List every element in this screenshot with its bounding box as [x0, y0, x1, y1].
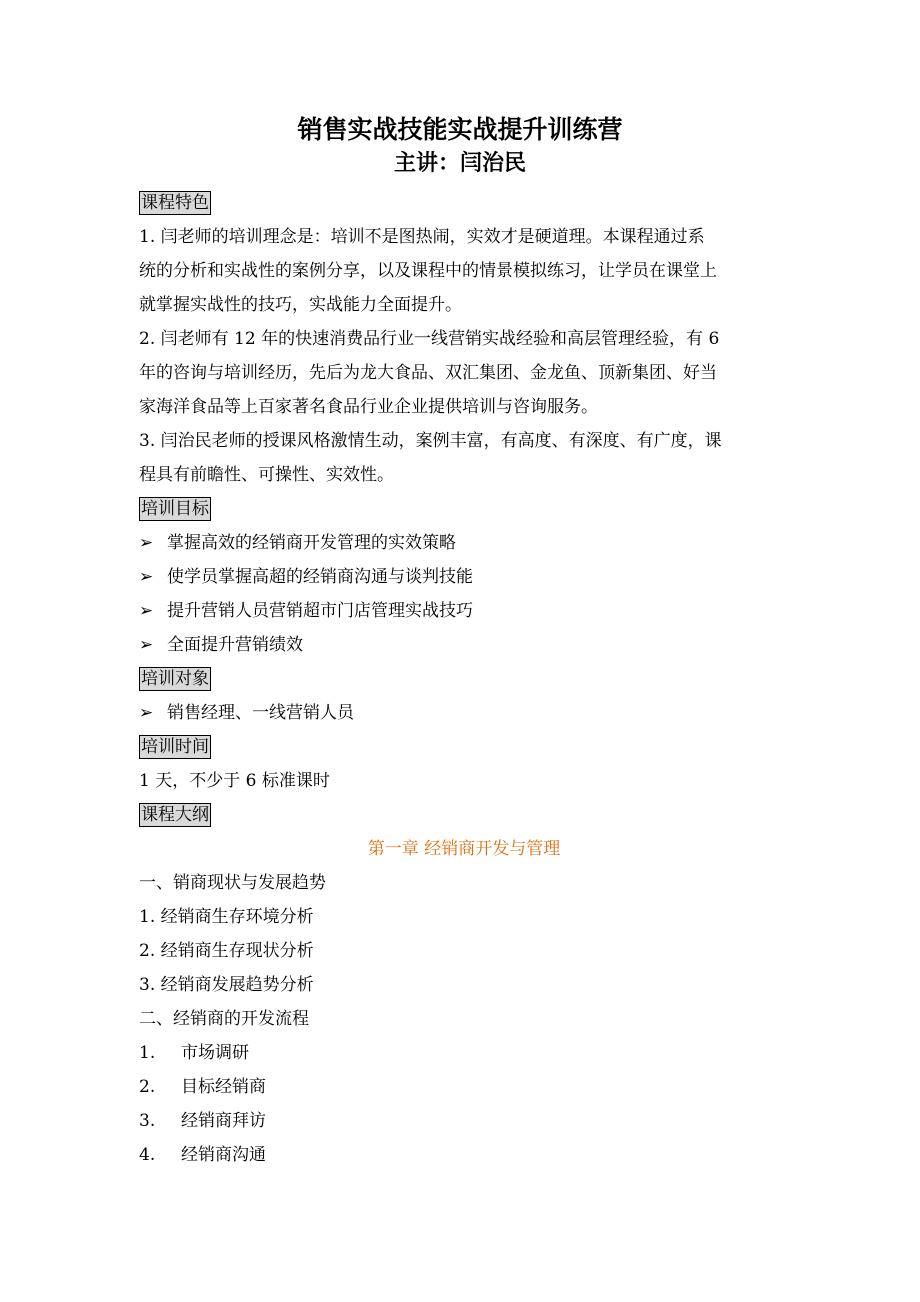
arrow-bullet-icon: ➢ [139, 533, 154, 553]
chapter-title: 第一章 经销商开发与管理 [367, 839, 561, 859]
arrow-bullet-icon: ➢ [139, 703, 154, 723]
item-text: 经销商沟通 [181, 1145, 266, 1165]
arrow-bullet-icon: ➢ [139, 635, 154, 655]
list-item [139, 628, 789, 662]
outline-item [139, 1070, 789, 1104]
goal-text: 使学员掌握高超的经销商沟通与谈判技能 [167, 567, 473, 587]
feature-line: 统的分析和实战性的案例分享，以及课程中的情景模拟练习，让学员在课堂上 [139, 261, 717, 281]
list-item [139, 696, 789, 730]
feature-line: 3. 闫治民老师的授课风格激情生动，案例丰富，有高度、有深度、有广度，课 [139, 431, 722, 451]
outline-item: 2. 经销商生存现状分析 [139, 941, 314, 961]
outline-item: 1. 经销商生存环境分析 [139, 907, 314, 927]
outline-item [139, 1104, 789, 1138]
list-item [139, 594, 789, 628]
feature-line: 年的咨询与培训经历，先后为龙大食品、双汇集团、金龙鱼、顶新集团、好当 [139, 363, 717, 383]
feature-line: 2. 闫老师有 12 年的快速消费品行业一线营销实战经验和高层管理经验，有 6 [139, 329, 720, 349]
arrow-bullet-icon: ➢ [139, 567, 154, 587]
document-subtitle: 主讲：闫治民 [393, 151, 526, 176]
document-title: 销售实战技能实战提升训练营 [297, 115, 623, 144]
feature-line: 家海洋食品等上百家著名食品行业企业提供培训与咨询服务。 [139, 397, 598, 417]
item-text: 经销商拜访 [181, 1111, 266, 1131]
document-body [139, 186, 789, 1172]
feature-line: 程具有前瞻性、可操性、实效性。 [139, 465, 394, 485]
item-number: 2. [139, 1077, 156, 1097]
item-text: 目标经销商 [181, 1077, 266, 1097]
section-heading-outline: 课程大纲 [141, 805, 209, 825]
feature-line: 就掌握实战性的技巧，实战能力全面提升。 [139, 295, 462, 315]
outline-section-title: 一、销商现状与发展趋势 [139, 873, 326, 893]
section-heading-goals: 培训目标 [141, 499, 209, 519]
outline-item [139, 1138, 789, 1172]
section-heading-duration: 培训时间 [141, 737, 209, 757]
section-heading-audience: 培训对象 [141, 669, 209, 689]
item-number: 4. [139, 1145, 156, 1165]
item-number: 1. [139, 1043, 156, 1063]
outline-item [139, 1036, 789, 1070]
goal-text: 全面提升营销绩效 [167, 635, 303, 655]
item-text: 市场调研 [181, 1043, 249, 1063]
feature-line: 1. 闫老师的培训理念是：培训不是图热闹，实效才是硬道理。本课程通过系 [139, 227, 705, 247]
section-heading-features: 课程特色 [141, 193, 209, 213]
list-item [139, 560, 789, 594]
goal-text: 提升营销人员营销超市门店管理实战技巧 [167, 601, 473, 621]
outline-section-title: 二、经销商的开发流程 [139, 1009, 309, 1029]
list-item [139, 526, 789, 560]
outline-item: 3. 经销商发展趋势分析 [139, 975, 314, 995]
goal-text: 掌握高效的经销商开发管理的实效策略 [167, 533, 456, 553]
item-number: 3. [139, 1111, 156, 1131]
audience-text: 销售经理、一线营销人员 [167, 703, 354, 723]
duration-text: 1 天，不少于 6 标准课时 [139, 771, 330, 791]
arrow-bullet-icon: ➢ [139, 601, 154, 621]
